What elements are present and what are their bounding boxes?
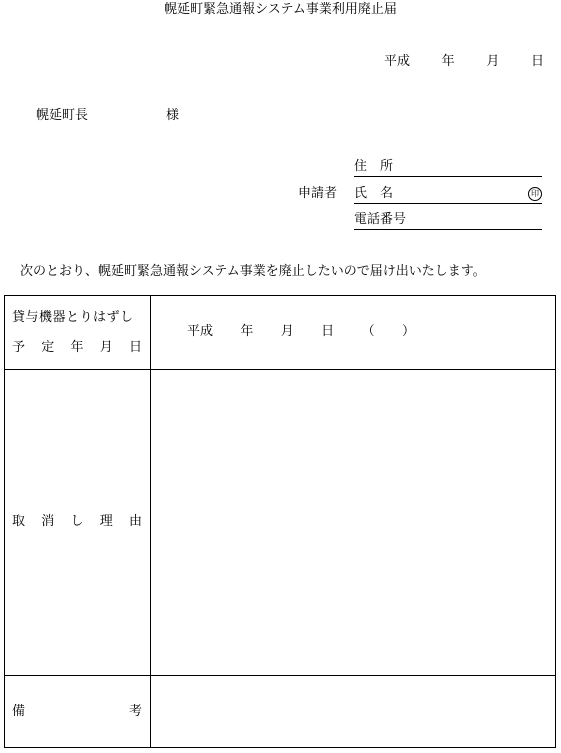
cancel-reason-label: 取 消 し 理 由 (12, 514, 142, 529)
removal-date-label: 貸与機器とりはずし (12, 310, 134, 325)
removal-date-close-paren: ） (401, 324, 415, 339)
seal-mark: 印 (528, 187, 542, 201)
removal-date-label-line2: 予 定 年 月 日 (12, 340, 142, 355)
remarks-label: 備 考 (12, 704, 142, 719)
removal-date-field[interactable] (187, 324, 415, 340)
date-year: 年 (441, 54, 455, 69)
name-field[interactable] (354, 185, 542, 204)
addressee-honorific: 様 (166, 108, 180, 123)
submission-date (384, 54, 544, 70)
address-label: 住 所 (354, 159, 394, 174)
date-month: 月 (486, 54, 500, 69)
date-era: 平成 (384, 54, 411, 69)
date-day: 日 (530, 54, 544, 69)
phone-label: 電話番号 (354, 212, 407, 227)
row-divider (5, 675, 555, 676)
applicant-label: 申請者 (298, 186, 338, 201)
address-field[interactable] (354, 158, 542, 177)
removal-date-year: 年 (240, 324, 254, 339)
document-title: 幌延町緊急通報システム事業利用廃止届 (164, 2, 397, 17)
column-divider (150, 296, 151, 747)
form-table (4, 295, 556, 748)
removal-date-era: 平成 (187, 324, 214, 339)
addressee: 幌延町長 (36, 108, 89, 123)
name-label: 氏 名 (354, 186, 394, 201)
removal-date-month: 月 (280, 324, 294, 339)
row-divider (5, 369, 555, 370)
phone-field[interactable] (354, 211, 542, 230)
removal-date-open-paren: （ (361, 324, 375, 339)
statement-text: 次のとおり、幌延町緊急通報システム事業を廃止したいので届け出いたします。 (20, 264, 486, 279)
removal-date-day: 日 (321, 324, 335, 339)
